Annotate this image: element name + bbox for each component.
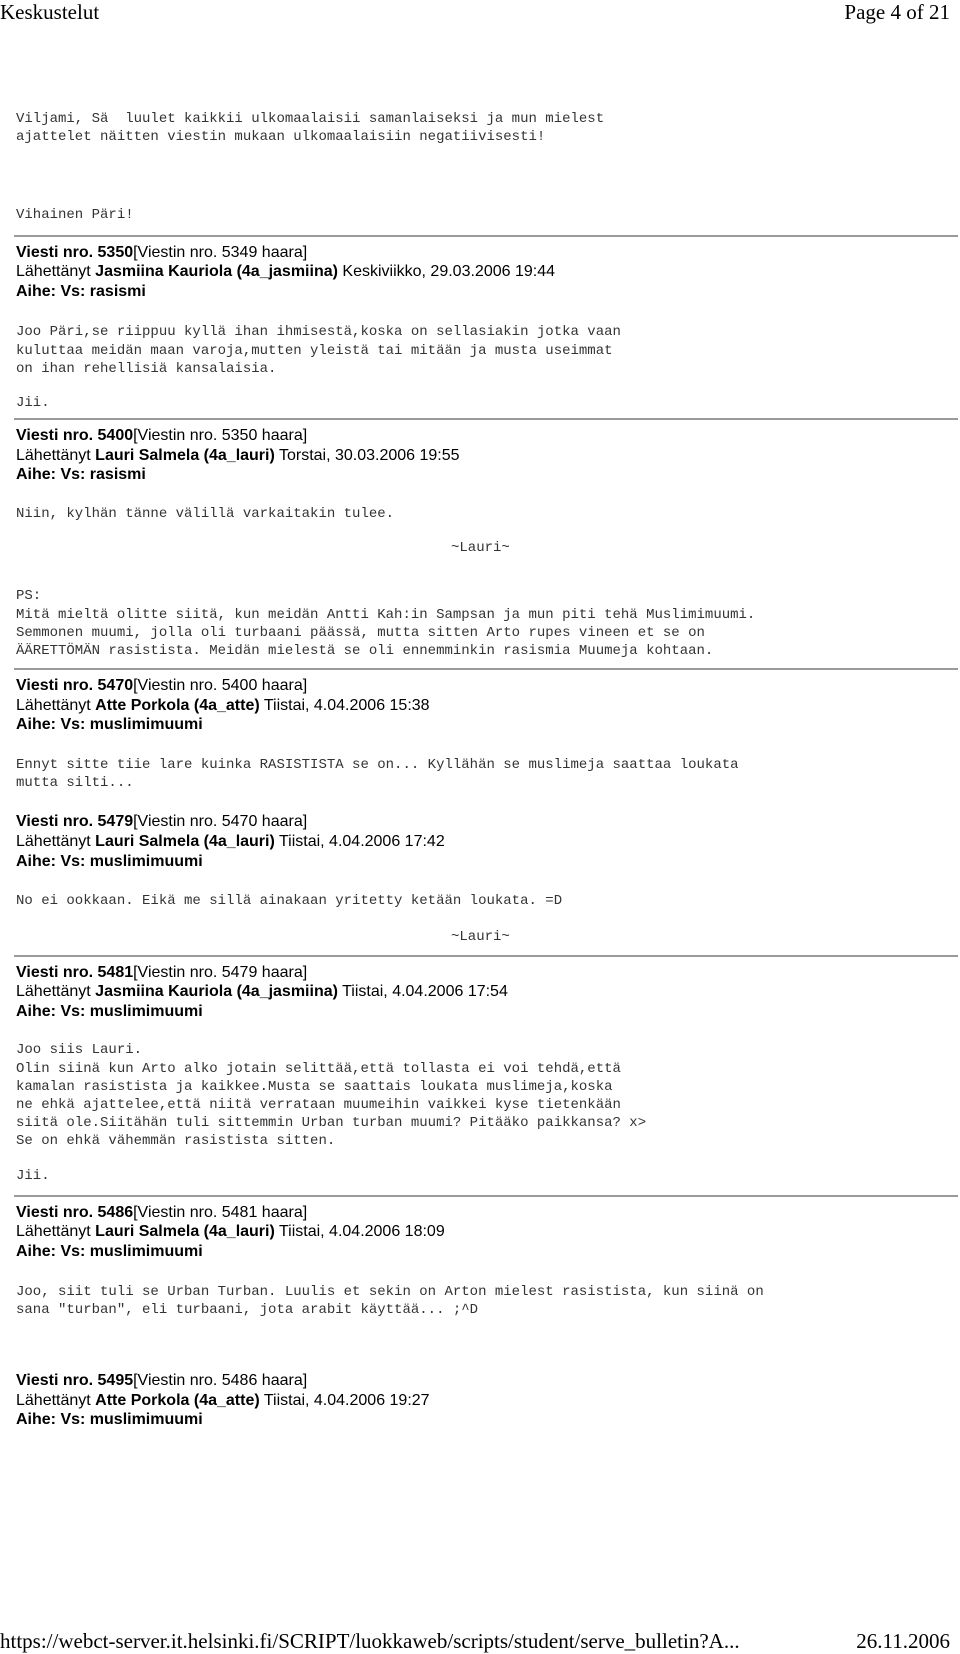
message-header: Viesti nro. 5350[Viestin nro. 5349 haara]: [16, 243, 308, 261]
author-name: Jasmiina Kauriola (4a_jasmiina): [95, 263, 338, 281]
message-number-link[interactable]: 5470: [97, 677, 134, 695]
message-line: Olin siinä kun Arto alko jotain selittää,että tollasta ei voi tehdä,että: [16, 1060, 621, 1077]
message-line: Niin, kylhän tänne välillä varkaitakin tulee.: [16, 505, 395, 522]
message-signoff: Jii.: [16, 1167, 50, 1184]
message-divider: [14, 955, 958, 957]
message-5479: [16, 812, 956, 954]
message-subject: Aihe: Vs: muslimimuumi: [16, 1242, 203, 1260]
footer-date: 26.11.2006: [856, 1629, 950, 1653]
message-5470: [16, 676, 956, 812]
message-date: Tiistai, 4.04.2006 19:27: [263, 1391, 430, 1409]
intro-line: Viljami, Sä luulet kaikkii ulkomaalaisii samanlaiseksi ja mun mielest: [16, 111, 605, 127]
message-divider: [14, 235, 958, 237]
message-author-line: Lähettänyt Lauri Salmela (4a_lauri) Torstai, 30.03.2006 19:55: [16, 446, 460, 464]
intro-signoff: Vihainen Päri!: [16, 207, 134, 224]
message-number-link[interactable]: 5479: [97, 813, 134, 831]
message-subject: Aihe: Vs: rasismi: [16, 282, 146, 300]
author-name: Lauri Salmela (4a_lauri): [95, 832, 275, 850]
author-name: Atte Porkola (4a_atte): [95, 1391, 260, 1409]
message-line: Joo, siit tuli se Urban Turban. Luulis et sekin on Arton mielest rasistista, kun siinä on: [16, 1283, 764, 1300]
parent-thread-link[interactable]: [Viestin nro. 5470 haara]: [133, 813, 308, 831]
ps-line: ÄÄRETTÖMÄN rasistista. Meidän mielestä se oli ennemminkin rasismia Muumeja kohtaan.: [16, 643, 714, 659]
message-line: ne ehkä ajattelee,että niitä verrataan muumeihin vaikkei kyse tietenkään: [16, 1096, 621, 1113]
message-number-link[interactable]: 5400: [97, 427, 134, 445]
message-line: Joo Päri,se riippuu kyllä ihan ihmisestä,koska on sellasiakin jotka vaan: [16, 324, 621, 341]
message-author-line: Lähettänyt Jasmiina Kauriola (4a_jasmiina) Keskiviikko, 29.03.2006 19:44: [16, 263, 555, 281]
message-date: Tiistai, 4.04.2006 15:38: [263, 696, 430, 714]
message-divider: [14, 668, 958, 670]
message-date: Tiistai, 4.04.2006 17:54: [342, 983, 508, 1001]
message-date: Keskiviikko, 29.03.2006 19:44: [342, 263, 555, 281]
message-divider: [14, 418, 958, 420]
message-subject: Aihe: Vs: muslimimuumi: [16, 852, 203, 870]
message-line: sana "turban", eli turbaani, jota arabit käyttää... ;^D: [16, 1301, 479, 1318]
message-subject: Aihe: Vs: muslimimuumi: [16, 716, 203, 734]
author-name: Lauri Salmela (4a_lauri): [95, 1223, 275, 1241]
message-header: Viesti nro. 5400[Viestin nro. 5350 haara]: [16, 427, 308, 445]
parent-thread-link[interactable]: [Viestin nro. 5486 haara]: [133, 1371, 308, 1389]
message-author-line: Lähettänyt Atte Porkola (4a_atte) Tiistai, 4.04.2006 19:27: [16, 1391, 430, 1409]
parent-thread-link[interactable]: [Viestin nro. 5479 haara]: [133, 963, 308, 981]
parent-thread-link[interactable]: [Viestin nro. 5350 haara]: [133, 427, 308, 445]
message-5350: [16, 243, 956, 419]
message-header: Viesti nro. 5486[Viestin nro. 5481 haara]: [16, 1203, 308, 1221]
ps-line: Semmonen muumi, jolla oli turbaani päässä, mutta sitten Arto rupes vineen et se on: [16, 624, 705, 641]
author-name: Lauri Salmela (4a_lauri): [95, 446, 275, 464]
ps-label: PS:: [16, 588, 42, 605]
message-divider: [14, 1195, 958, 1197]
message-line: on ihan rehellisiä kansalaisia.: [16, 360, 277, 377]
document-title: Keskustelut: [0, 0, 100, 24]
message-subject: Aihe: Vs: rasismi: [16, 466, 146, 484]
message-author-line: Lähettänyt Jasmiina Kauriola (4a_jasmiina) Tiistai, 4.04.2006 17:54: [16, 983, 508, 1001]
message-author-line: Lähettänyt Lauri Salmela (4a_lauri) Tiistai, 4.04.2006 17:42: [16, 832, 445, 850]
message-header: Viesti nro. 5479[Viestin nro. 5470 haara]: [16, 813, 308, 831]
message-5486: [16, 1203, 956, 1371]
author-name: Atte Porkola (4a_atte): [95, 696, 260, 714]
parent-thread-link[interactable]: [Viestin nro. 5400 haara]: [133, 677, 308, 695]
message-number-link[interactable]: 5495: [97, 1371, 134, 1389]
message-header: Viesti nro. 5470[Viestin nro. 5400 haara]: [16, 677, 308, 695]
message-date: Tiistai, 4.04.2006 17:42: [278, 832, 445, 850]
message-number-link[interactable]: 5350: [97, 243, 134, 261]
message-number-link[interactable]: 5481: [97, 963, 134, 981]
message-5400: [16, 426, 956, 668]
message-signoff: Jii.: [16, 395, 50, 411]
message-line: siitä ole.Siitähän tuli sittemmin Urban turban muumi? Pitääko paikkansa? x>: [16, 1115, 647, 1132]
message-author-line: Lähettänyt Lauri Salmela (4a_lauri) Tiistai, 4.04.2006 18:09: [16, 1223, 445, 1241]
message-line: kuluttaa meidän maan varoja,mutten yleistä tai mitään ja musta useimmat: [16, 342, 613, 359]
message-signature: ~Lauri~: [451, 929, 510, 946]
parent-thread-link[interactable]: [Viestin nro. 5481 haara]: [133, 1203, 308, 1221]
message-author-line: Lähettänyt Atte Porkola (4a_atte) Tiistai, 4.04.2006 15:38: [16, 696, 430, 714]
message-line: Ennyt sitte tiie lare kuinka RASISTISTA se on... Kyllähän se muslimeja saattaa loukata: [16, 756, 739, 773]
message-line: kamalan rasistista ja kaikkee.Musta se saattais loukata muslimeja,koska: [16, 1078, 613, 1095]
message-line: Se on ehkä vähemmän rasistista sitten.: [16, 1133, 336, 1150]
page-number: Page 4 of 21: [844, 0, 950, 24]
message-subject: Aihe: Vs: muslimimuumi: [16, 1002, 203, 1020]
message-header: Viesti nro. 5495[Viestin nro. 5486 haara]: [16, 1371, 308, 1389]
intro-line: ajattelet näitten viestin mukaan ulkomaalaisiin negatiivisesti!: [16, 129, 546, 146]
ps-line: Mitä mieltä olitte siitä, kun meidän Antti Kah:in Sampsan ja mun piti tehä Muslimimuumi.: [16, 606, 756, 623]
footer-url: https://webct-server.it.helsinki.fi/SCRIPT/luokkaweb/scripts/student/serve_bulletin?A...: [0, 1629, 740, 1653]
message-date: Tiistai, 4.04.2006 18:09: [278, 1223, 445, 1241]
message-date: Torstai, 30.03.2006 19:55: [278, 446, 460, 464]
message-header: Viesti nro. 5481[Viestin nro. 5479 haara]: [16, 963, 308, 981]
message-number-link[interactable]: 5486: [97, 1203, 134, 1221]
message-subject: Aihe: Vs: muslimimuumi: [16, 1411, 203, 1429]
message-line: No ei ookkaan. Eikä me sillä ainakaan yritetty ketään loukata. =D: [16, 893, 563, 910]
message-line: mutta silti...: [16, 775, 134, 792]
message-5495: [16, 1371, 956, 1430]
message-5481: [16, 963, 956, 1195]
author-name: Jasmiina Kauriola (4a_jasmiina): [95, 983, 338, 1001]
parent-thread-link[interactable]: [Viestin nro. 5349 haara]: [133, 243, 308, 261]
message-line: Joo siis Lauri.: [16, 1042, 143, 1059]
message-signature: ~Lauri~: [451, 540, 510, 557]
